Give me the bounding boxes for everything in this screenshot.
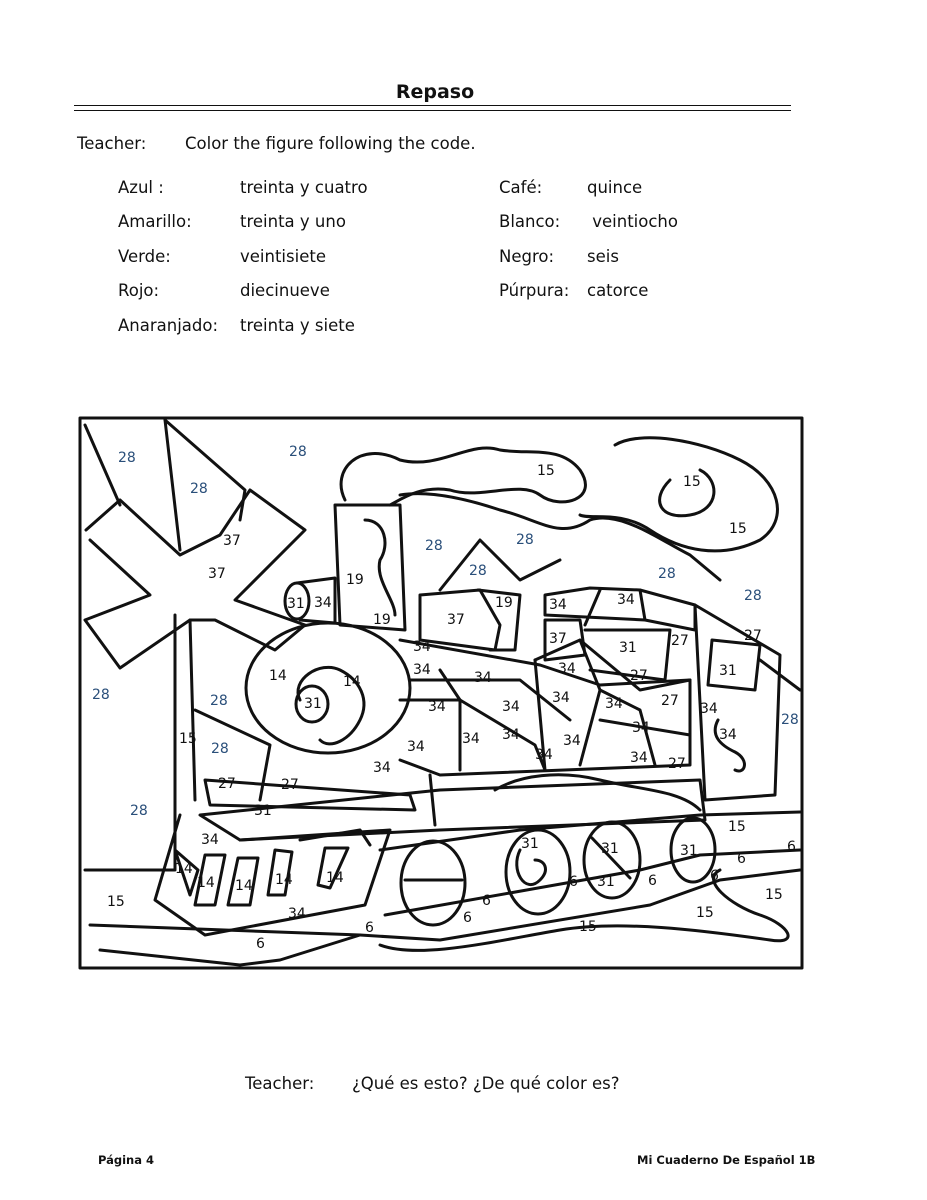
region-number: 28 [210,693,228,709]
region-number: 34 [314,595,332,611]
region-number: 34 [549,597,567,613]
region-number: 6 [737,851,746,867]
region-number: 34 [700,701,718,717]
region-number: 6 [482,893,491,909]
color-name: Amarillo: [118,212,192,231]
region-number: 31 [304,696,322,712]
region-number: 34 [407,739,425,755]
region-number: 6 [710,868,719,884]
color-name: Negro: [499,247,555,266]
region-number: 37 [223,533,241,549]
region-number: 14 [197,875,215,891]
color-name: Café: [499,178,543,197]
region-number: 28 [425,538,443,554]
region-number: 34 [632,720,650,736]
region-number: 37 [549,631,567,647]
region-number: 28 [190,481,208,497]
color-number: treinta y siete [240,316,355,335]
region-number: 31 [254,803,272,819]
region-number: 15 [728,819,746,835]
region-number: 28 [211,741,229,757]
region-number: 14 [175,861,193,877]
region-number: 15 [107,894,125,910]
region-number: 31 [680,843,698,859]
color-name: Rojo: [118,281,160,300]
region-number: 31 [719,663,737,679]
region-number: 19 [373,612,391,628]
region-number: 27 [744,628,762,644]
region-number: 27 [661,693,679,709]
color-number: treinta y uno [240,212,346,231]
region-number: 34 [535,747,553,763]
region-number: 28 [118,450,136,466]
color-name: Blanco: [499,212,561,231]
region-number: 34 [413,662,431,678]
region-number: 34 [474,670,492,686]
region-number: 34 [201,832,219,848]
region-number: 27 [668,756,686,772]
region-number: 34 [617,592,635,608]
region-number: 28 [289,444,307,460]
color-number: quince [587,178,643,197]
footer-book-title: Mi Cuaderno De Español 1B [637,1153,816,1167]
region-number: 15 [179,731,197,747]
color-name: Púrpura: [499,281,570,300]
region-number: 6 [256,936,265,952]
region-number: 28 [658,566,676,582]
region-number: 34 [630,750,648,766]
region-number: 27 [671,633,689,649]
color-name: Azul : [118,178,164,197]
region-number: 34 [719,727,737,743]
region-number: 34 [288,906,306,922]
instruction-text: Color the figure following the code. [185,134,476,153]
question-teacher-label: Teacher: [245,1074,315,1093]
region-number: 14 [269,668,287,684]
region-number: 34 [558,661,576,677]
question-text: ¿Qué es esto? ¿De qué color es? [352,1074,620,1093]
color-name: Anaranjado: [118,316,219,335]
region-number: 37 [208,566,226,582]
page-title: Repaso [395,81,475,103]
region-number: 14 [343,674,361,690]
region-number: 15 [579,919,597,935]
region-number: 31 [619,640,637,656]
region-number: 15 [683,474,701,490]
color-number: veintiocho [587,212,678,231]
region-number: 34 [373,760,391,776]
color-number: diecinueve [240,281,330,300]
region-number: 34 [502,699,520,715]
region-number: 34 [428,699,446,715]
region-number: 6 [463,910,472,926]
region-number: 15 [696,905,714,921]
region-number: 28 [516,532,534,548]
region-number: 31 [597,874,615,890]
region-number: 31 [521,836,539,852]
region-number: 31 [601,841,619,857]
region-number: 15 [765,887,783,903]
region-number: 14 [275,872,293,888]
region-number: 28 [130,803,148,819]
region-number: 6 [569,874,578,890]
region-number: 34 [605,696,623,712]
region-number: 28 [744,588,762,604]
region-number: 6 [787,839,796,855]
region-number: 14 [326,870,344,886]
color-name: Verde: [118,247,171,266]
region-number: 34 [462,731,480,747]
region-number: 14 [235,878,253,894]
region-number: 15 [537,463,555,479]
region-number: 34 [563,733,581,749]
footer-page-number: Página 4 [98,1153,155,1167]
region-number: 37 [447,612,465,628]
region-number: 31 [287,596,305,612]
region-number: 6 [365,920,374,936]
color-number: treinta y cuatro [240,178,368,197]
region-number: 19 [495,595,513,611]
region-number: 34 [502,727,520,743]
region-number: 19 [346,572,364,588]
region-number: 6 [648,873,657,889]
region-number: 28 [781,712,799,728]
region-number: 34 [413,639,431,655]
region-number: 27 [630,668,648,684]
region-number: 28 [92,687,110,703]
color-number: catorce [587,281,649,300]
region-number: 15 [729,521,747,537]
region-number: 27 [218,776,236,792]
region-number: 34 [552,690,570,706]
color-number: seis [587,247,619,266]
region-number: 28 [469,563,487,579]
region-number: 27 [281,777,299,793]
color-number: veintisiete [240,247,326,266]
teacher-label: Teacher: [77,134,147,153]
